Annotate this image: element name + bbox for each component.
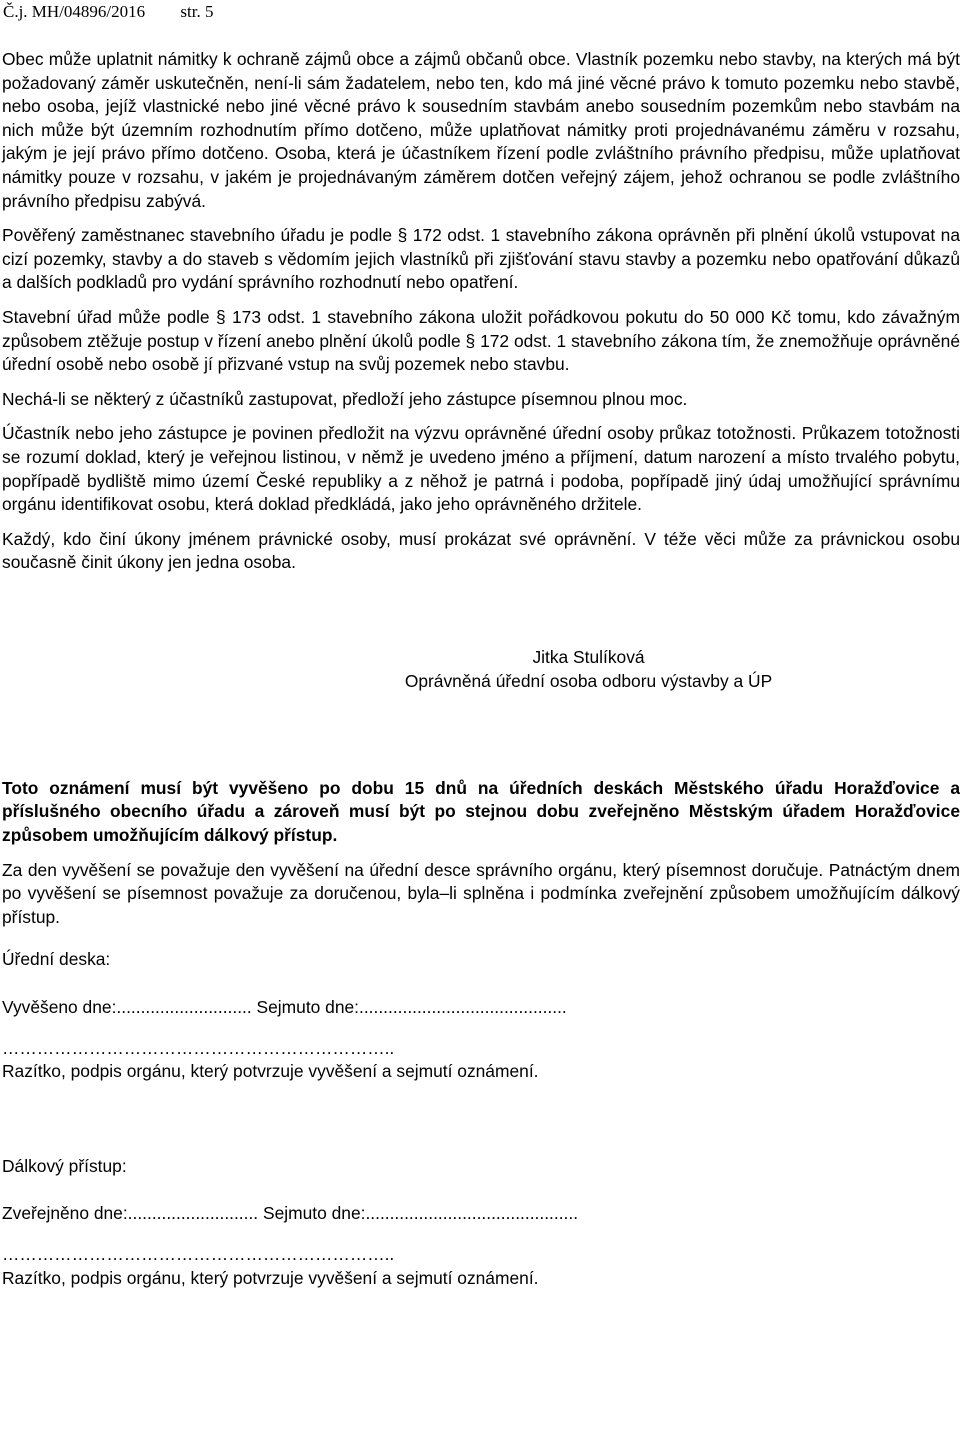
posting-notice: Toto oznámení musí být vyvěšeno po dobu 15 dnů na úředních deskách Městského úřadu Horažďovice a příslušného obecního úřadu a zároveň musí být po stejnou dobu zveřejněno Městským úřadem Horažďovice způsobem umožňujícím dálkový přístup. (2, 777, 960, 846)
official-board-heading: Úřední deska: (2, 949, 111, 970)
paragraph-legal-person: Každý, kdo činí úkony jménem právnické osoby, musí prokázat své oprávnění. V téže věci může za právnickou osobu současně činit úkony jen jedna osoba. (2, 528, 960, 573)
official-board-section (2, 948, 960, 1083)
paragraph-fine: Stavební úřad může podle § 173 odst. 1 stavebního zákona uložit pořádkovou pokutu do 50 000 Kč tomu, kdo závažným způsobem ztěžuje postup v řízení anebo plnění úkolů podle § 172 odst. 1 stavebního zákona tím, že znemožňuje oprávněné úřední osobě nebo osobě jí přizvané vstup na svůj pozemek nebo stavbu. (2, 306, 960, 375)
official-board-dates: Vyvěšeno dne:............................ Sejmuto dne:........................................... (2, 997, 567, 1018)
document-body (2, 48, 960, 1290)
page-header (3, 2, 213, 22)
delivery-text: Za den vyvěšení se považuje den vyvěšení na úřední desce správního orgánu, který písemnost doručuje. Patnáctým dnem po vyvěšení se písemnost považuje za doručenou, byla–li splněna i podmínka zveřejnění způsobem umožňujícím dálkový přístup. (2, 859, 960, 927)
page-number: str. 5 (180, 2, 214, 21)
remote-access-heading: Dálkový přístup: (2, 1155, 127, 1176)
official-board-dots: ………………………………………………………….. (2, 1037, 395, 1058)
remote-access-stamp: Razítko, podpis orgánu, který potvrzuje vyvěšení a sejmutí oznámení. (2, 1267, 539, 1288)
remote-access-dates: Zveřejněno dne:........................... Sejmuto dne:............................................ (2, 1203, 579, 1224)
paragraph-objections: Obec může uplatnit námitky k ochraně zájmů obce a zájmů občanů obce. Vlastník pozemku nebo stavby, na kterých má být požadovaný záměr uskutečněn, není-li sám žadatelem, nebo ten, kdo má jiné věcné právo k tomuto pozemku nebo stavbě, nebo osoba, jejíž vlastnické nebo jiné věcné právo k sousedním stavbám anebo sousedním pozemkům nebo stavbám na nich může být územním rozhodnutím přímo dotčeno, může uplatňovat námitky proti projednávanému záměru v rozsahu, jakým je její právo přímo dotčeno. Osoba, která je účastníkem řízení podle zvláštního právního předpisu, může uplatňovat námitky pouze v rozsahu, v jakém je projednávaným záměrem dotčen veřejný zájem, jehož ochranou se podle zvláštního právního předpisu zabývá. (2, 49, 960, 211)
paragraph-identity: Účastník nebo jeho zástupce je povinen předložit na výzvu oprávněné úřední osoby průkaz totožnosti. Průkazem totožnosti se rozumí doklad, který je veřejnou listinou, v němž je uvedeno jméno a příjmení, datum narození a místo trvalého pobytu, popřípadě bydliště mimo území České republiky a z něhož je patrná i podoba, popřípadě jiný údaj umožňující správnímu orgánu identifikovat osobu, která doklad předkládá, jako jeho oprávněného držitele. (2, 423, 960, 515)
paragraph-representation: Nechá-li se některý z účastníků zastupovat, předloží jeho zástupce písemnou plnou moc. (2, 388, 688, 409)
remote-access-section (2, 1155, 960, 1290)
paragraph-site-access: Pověřený zaměstnanec stavebního úřadu je podle § 172 odst. 1 stavebního zákona oprávněn při plnění úkolů vstupovat na cizí pozemky, stavby a do staveb s vědomím jejich vlastníků při zjišťování stavu stavby a pozemku nebo opatřování důkazů a dalších podkladů pro vydání správního rozhodnutí nebo opatření. (2, 225, 960, 293)
signatory-name: Jitka Stulíková (532, 646, 645, 667)
signature-block (2, 645, 960, 693)
remote-access-dots: ………………………………………………………….. (2, 1244, 395, 1264)
signatory-position: Oprávněná úřední osoba odboru výstavby a ÚP (404, 670, 773, 691)
official-board-stamp: Razítko, podpis orgánu, který potvrzuje vyvěšení a sejmutí oznámení. (2, 1061, 539, 1082)
reference-number: Č.j. MH/04896/2016 (3, 2, 146, 21)
